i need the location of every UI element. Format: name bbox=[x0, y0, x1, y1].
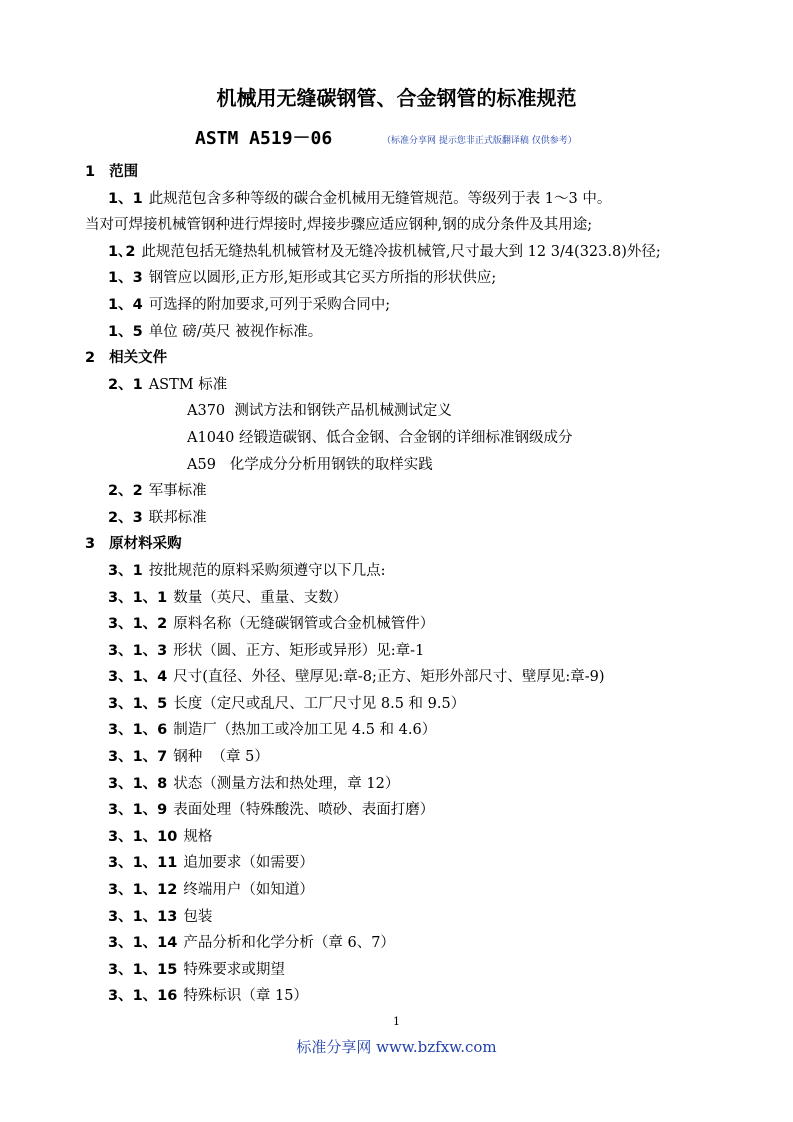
clause-text: 原材料采购 bbox=[109, 536, 182, 553]
clause-text: 数量（英尺、重量、支数） bbox=[173, 589, 348, 606]
clause-line bbox=[0, 425, 793, 452]
clause-text: 追加要求（如需要） bbox=[183, 855, 314, 872]
clause-number: 3、1、9 bbox=[108, 802, 168, 819]
translation-note: （标准分享网 提示您非正式版翻译稿 仅供参考） bbox=[382, 136, 577, 146]
document-title: 机械用无缝碳钢管、合金钢管的标准规范 bbox=[216, 86, 577, 110]
clause-text: 制造厂（热加工或冷加工见 4.5 和 4.6） bbox=[173, 722, 437, 739]
clause-number: 3、1、12 bbox=[108, 882, 178, 899]
clause-text: 原料名称（无缝碳钢管或合金机械管件） bbox=[173, 616, 435, 633]
document-body bbox=[0, 159, 793, 1010]
clause-line bbox=[0, 186, 793, 213]
clause-line bbox=[0, 717, 793, 744]
standard-number: ASTM A519－06 bbox=[195, 128, 333, 149]
clause-line bbox=[0, 797, 793, 824]
clause-line bbox=[0, 904, 793, 931]
clause-text: 按批规范的原料采购须遵守以下几点: bbox=[148, 562, 386, 579]
clause-number: 1、3 bbox=[108, 270, 143, 287]
clause-line bbox=[0, 452, 793, 479]
clause-text: 状态（测量方法和热处理，章 12） bbox=[173, 775, 400, 792]
clause-line bbox=[0, 664, 793, 691]
clause-line bbox=[0, 478, 793, 505]
clause-number: 2、1 bbox=[108, 376, 143, 393]
clause-line bbox=[0, 265, 793, 292]
clause-text: 当对可焊接机械管钢种进行焊接时,焊接步骤应适应钢种,钢的成分条件及其用途; bbox=[85, 217, 593, 234]
clause-number: 3、1 bbox=[108, 562, 143, 579]
clause-text: 单位 磅/英尺 被视作标准。 bbox=[148, 323, 323, 340]
clause-text: 产品分析和化学分析（章 6、7） bbox=[183, 935, 395, 952]
clause-text: 此规范包括无缝热轧机械管材及无缝冷拔机械管,尺寸最大到 12 3/4(323.8)外径; bbox=[141, 243, 661, 260]
clause-line bbox=[0, 638, 793, 665]
clause-text: 特殊标识（章 15） bbox=[183, 988, 308, 1005]
clause-line bbox=[0, 398, 793, 425]
clause-line bbox=[0, 957, 793, 984]
clause-number: 3、1、6 bbox=[108, 722, 168, 739]
clause-number: 3、1、15 bbox=[108, 961, 178, 978]
clause-number: 3、1、14 bbox=[108, 935, 178, 952]
clause-text: 包装 bbox=[183, 908, 213, 925]
clause-number: 3、1、4 bbox=[108, 669, 168, 686]
footer-link[interactable]: 标准分享网 www.bzfxw.com bbox=[296, 1038, 497, 1056]
clause-text: 可选择的附加要求,可列于采购合同中; bbox=[148, 296, 391, 313]
clause-line bbox=[0, 292, 793, 319]
clause-number: 1、5 bbox=[108, 323, 143, 340]
clause-text: A1040 经锻造碳钢、低合金钢、合金钢的详细标准钢级成分 bbox=[187, 429, 573, 446]
clause-number: 3、1、8 bbox=[108, 775, 168, 792]
clause-text: ASTM 标准 bbox=[148, 376, 228, 393]
clause-number: 1､2 bbox=[108, 243, 136, 260]
clause-number: 2、3 bbox=[108, 509, 143, 526]
clause-line bbox=[0, 212, 793, 239]
clause-line bbox=[0, 558, 793, 585]
clause-text: 钢种 （章 5） bbox=[173, 749, 269, 766]
clause-number: 3、1、3 bbox=[108, 642, 168, 659]
clause-number: 2、2 bbox=[108, 483, 143, 500]
clause-text: 规格 bbox=[183, 828, 213, 845]
clause-number: 3、1、7 bbox=[108, 749, 168, 766]
clause-text: 长度（定尺或乱尺、工厂尺寸见 8.5 和 9.5） bbox=[173, 695, 466, 712]
clause-number: 1、4 bbox=[108, 296, 143, 313]
clause-line bbox=[0, 505, 793, 532]
clause-line bbox=[0, 585, 793, 612]
clause-number: 3、1、11 bbox=[108, 855, 178, 872]
clause-number: 3 bbox=[85, 536, 96, 553]
clause-text: A370 测试方法和钢铁产品机械测试定义 bbox=[187, 403, 452, 420]
clause-number: 1、1 bbox=[108, 190, 143, 207]
clause-text: 形状（圆、正方、矩形或异形）见:章-1 bbox=[173, 642, 425, 659]
clause-text: 相关文件 bbox=[109, 350, 168, 367]
clause-line bbox=[0, 691, 793, 718]
clause-number: 3、1、5 bbox=[108, 695, 168, 712]
section-heading bbox=[0, 531, 793, 558]
clause-line bbox=[0, 983, 793, 1010]
clause-text: 终端用户（如知道） bbox=[183, 882, 314, 899]
clause-line bbox=[0, 744, 793, 771]
clause-text: 范围 bbox=[109, 164, 139, 180]
clause-number: 3、1、1 bbox=[108, 589, 168, 606]
clause-text: 联邦标准 bbox=[148, 509, 207, 526]
clause-text: 军事标准 bbox=[148, 483, 207, 500]
clause-line bbox=[0, 850, 793, 877]
clause-number: 3、1、16 bbox=[108, 988, 178, 1005]
clause-number: 1 bbox=[85, 164, 96, 180]
clause-line bbox=[0, 319, 793, 346]
clause-line bbox=[0, 611, 793, 638]
clause-line bbox=[0, 877, 793, 904]
section-heading bbox=[0, 159, 793, 186]
clause-line bbox=[0, 824, 793, 851]
clause-number: 2 bbox=[85, 350, 96, 367]
clause-text: 此规范包含多种等级的碳合金机械用无缝管规范。等级列于表 1～3 中。 bbox=[148, 190, 612, 207]
clause-text: 尺寸(直径、外径、壁厚见:章-8;正方、矩形外部尺寸、壁厚见:章-9) bbox=[173, 669, 605, 686]
clause-text: 表面处理（特殊酸洗、喷砂、表面打磨） bbox=[173, 802, 435, 819]
clause-line bbox=[0, 239, 793, 266]
page-number: 1 bbox=[393, 1015, 400, 1028]
clause-line bbox=[0, 771, 793, 798]
clause-text: A59 化学成分分析用钢铁的取样实践 bbox=[187, 456, 433, 473]
clause-number: 3、1、10 bbox=[108, 828, 178, 845]
clause-text: 特殊要求或期望 bbox=[183, 961, 285, 978]
section-heading bbox=[0, 345, 793, 372]
clause-line bbox=[0, 372, 793, 399]
clause-number: 3、1、13 bbox=[108, 908, 178, 925]
clause-number: 3、1、2 bbox=[108, 616, 168, 633]
clause-text: 钢管应以圆形,正方形,矩形或其它买方所指的形状供应; bbox=[148, 270, 497, 287]
clause-line bbox=[0, 930, 793, 957]
